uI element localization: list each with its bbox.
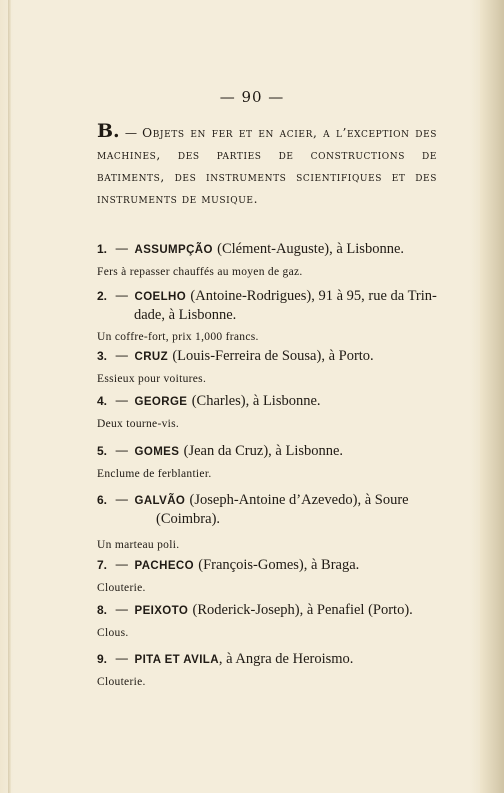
- exhibitor-details: (Joseph-Antoine d’Azevedo), à Soure: [189, 492, 409, 508]
- exhibitor-name: GOMES: [134, 446, 180, 458]
- section-heading: [97, 120, 437, 210]
- list-item: [97, 240, 442, 279]
- page-edge: [480, 0, 504, 793]
- exhibitor-name: PEIXOTO: [134, 605, 189, 617]
- exhibitor-details-continued: (Coimbra).: [156, 511, 221, 527]
- entry-dash: —: [115, 443, 129, 459]
- entry-number: 9.: [97, 652, 108, 666]
- exhibit-description: Un marteau poli.: [97, 539, 180, 551]
- exhibitor-details: (Jean da Cruz), à Lisbonne.: [183, 443, 344, 459]
- exhibitor-name: GEORGE: [134, 396, 188, 408]
- entry-number: 3.: [97, 349, 108, 363]
- list-item: [97, 556, 442, 595]
- exhibitor-details: , à Angra de Heroismo.: [218, 651, 354, 667]
- exhibitor-name: GALVÃO: [134, 495, 186, 507]
- exhibitor-name: PACHECO: [134, 560, 194, 572]
- exhibit-description: Enclume de ferblantier.: [97, 468, 212, 480]
- exhibit-description: Essieux pour voitures.: [97, 373, 207, 385]
- list-item: [97, 601, 442, 640]
- entry-dash: —: [115, 492, 129, 508]
- list-item: [97, 442, 442, 481]
- exhibit-description: Clouterie.: [97, 582, 146, 594]
- entry-number: 1.: [97, 242, 108, 256]
- exhibit-description: Fers à repasser chauffés au moyen de gaz.: [97, 266, 303, 278]
- page-gutter: [8, 0, 11, 793]
- exhibit-description: Un coffre-fort, prix 1,000 francs.: [97, 331, 259, 343]
- entry-number: 7.: [97, 558, 108, 572]
- section-title: Objets en fer et en acier, a l’exception des machines, des parties de constructions de batiments, des instruments scientifiques et des instruments de musique.: [97, 126, 438, 206]
- entry-dash: —: [115, 557, 129, 573]
- exhibitor-name: CRUZ: [134, 351, 169, 363]
- exhibitor-name: ASSUMPÇÃO: [134, 244, 213, 256]
- section-dash: —: [124, 126, 137, 140]
- entry-dash: —: [115, 348, 129, 364]
- list-item: [97, 392, 442, 431]
- exhibitor-details: (Roderick-Joseph), à Penafiel (Porto).: [192, 602, 413, 618]
- entry-number: 4.: [97, 394, 108, 408]
- exhibitor-details: (Louis-Ferreira de Sousa), à Porto.: [172, 348, 374, 364]
- exhibit-description: Deux tourne-vis.: [97, 418, 180, 430]
- exhibitor-name: COELHO: [134, 291, 187, 303]
- list-item: [97, 287, 442, 344]
- list-item: [97, 650, 442, 689]
- exhibitor-details: (Charles), à Lisbonne.: [191, 393, 321, 409]
- entry-number: 8.: [97, 603, 108, 617]
- entry-number: 2.: [97, 289, 108, 303]
- section-letter: B.: [97, 120, 120, 142]
- exhibitor-details: (Clément-Auguste), à Lisbonne.: [217, 241, 404, 257]
- list-item: [97, 347, 442, 386]
- exhibit-description: Clous.: [97, 627, 129, 639]
- entry-number: 5.: [97, 444, 108, 458]
- exhibitor-name: PITA ET AVILA: [134, 654, 219, 666]
- page-number: — 90 —: [219, 88, 285, 106]
- exhibitor-details: (Antoine-Rodrigues), 91 à 95, rue da Trin-: [190, 288, 437, 304]
- exhibitor-details-continued: dade, à Lisbonne.: [134, 307, 237, 323]
- entry-number: 6.: [97, 493, 108, 507]
- entry-dash: —: [115, 651, 129, 667]
- entry-dash: —: [115, 602, 129, 618]
- entry-dash: —: [115, 241, 129, 257]
- exhibit-description: Clouterie.: [97, 676, 146, 688]
- list-item: [97, 491, 442, 552]
- exhibitor-details: (François-Gomes), à Braga.: [198, 557, 360, 573]
- entry-dash: —: [115, 393, 129, 409]
- entry-dash: —: [115, 288, 129, 304]
